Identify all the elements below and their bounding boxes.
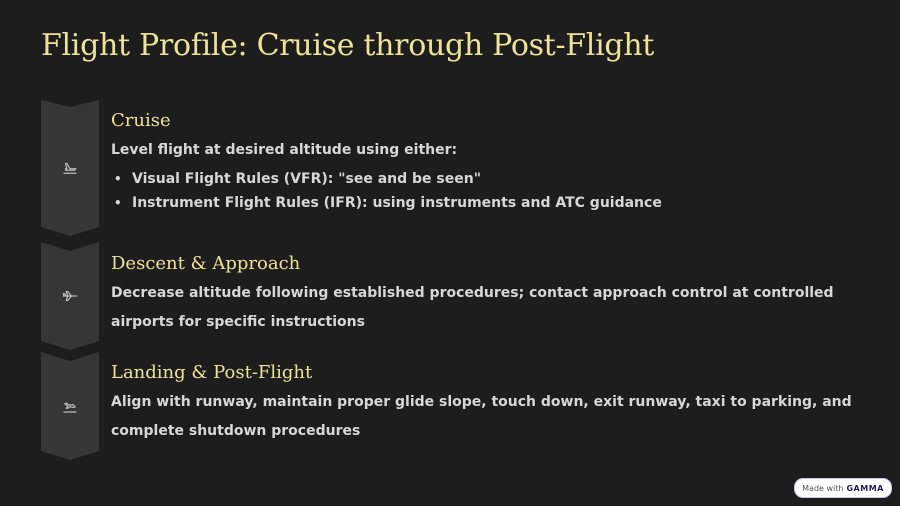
- section-body-landing: Align with runway, maintain proper glide slope, touch down, exit runway, taxi to parking, and complete shutdown procedures: [111, 394, 852, 439]
- bullet-icon: •: [114, 196, 122, 210]
- section-title-descent: Descent & Approach: [111, 253, 301, 274]
- bullet-list-cruise: [111, 167, 662, 215]
- section-body-cruise: Level flight at desired altitude using either:: [111, 142, 458, 158]
- step-marker-landing: [41, 352, 99, 460]
- section-title-landing: Landing & Post-Flight: [111, 362, 313, 383]
- bullet-text: Visual Flight Rules (VFR): "see and be seen": [132, 171, 481, 187]
- page-title: Flight Profile: Cruise through Post-Flight: [41, 28, 655, 63]
- plane-landing-icon: [61, 397, 79, 415]
- step-marker-cruise: [41, 100, 99, 236]
- plane-cruise-icon: [61, 159, 79, 177]
- airplane-icon: [61, 287, 79, 305]
- list-item: [111, 167, 662, 191]
- bullet-text: Instrument Flight Rules (IFR): using instruments and ATC guidance: [132, 195, 662, 211]
- badge-brand: GAMMA: [846, 483, 884, 493]
- step-marker-descent: [41, 242, 99, 350]
- list-item: [111, 191, 662, 215]
- badge-prefix: Made with: [802, 483, 844, 493]
- section-body-descent: Decrease altitude following established procedures; contact approach control at controlled airports for specific instructions: [111, 285, 834, 330]
- section-title-cruise: Cruise: [111, 110, 171, 131]
- bullet-icon: •: [114, 172, 122, 186]
- made-with-badge[interactable]: [794, 478, 892, 498]
